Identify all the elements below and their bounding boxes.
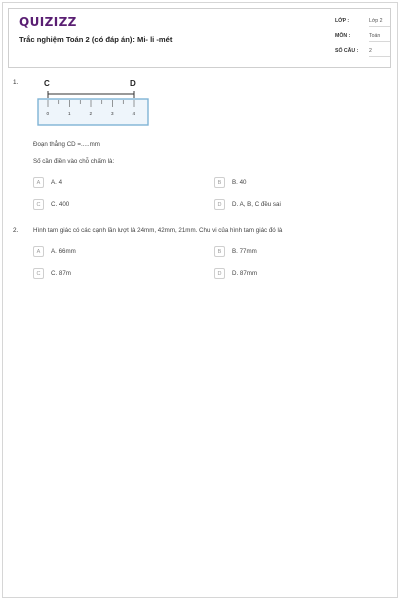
option-letter: D <box>214 199 225 210</box>
meta-label: SỐ CÂU : <box>335 48 359 54</box>
meta-label: LỚP : <box>335 18 350 24</box>
question-text: Hình tam giác có các cạnh lần lượt là 24mm, 42mm, 21mm. Chu vi của hình tam giác đó là <box>33 227 283 234</box>
option-letter: C <box>33 268 44 279</box>
option-letter: A <box>33 177 44 188</box>
point-c-label: C <box>44 79 50 88</box>
option-letter: B <box>214 246 225 257</box>
option-text: B. 40 <box>232 179 247 186</box>
meta-value: Lớp 2 <box>369 18 390 27</box>
meta-value: Toán <box>369 33 390 42</box>
meta-value: 2 <box>369 48 390 57</box>
ruler-figure <box>37 78 151 128</box>
ruler-body <box>38 99 148 125</box>
question-text: Số cần điền vào chỗ chấm là: <box>33 158 115 165</box>
option-text: A. 66mm <box>51 248 76 255</box>
option-letter: C <box>33 199 44 210</box>
quizizz-logo: QUIZIZZ <box>19 15 77 29</box>
tick-label: 4 <box>132 111 136 116</box>
worksheet-title: Trắc nghiệm Toán 2 (có đáp án): Mi- li -mét <box>19 35 173 44</box>
tick-label: 3 <box>111 111 114 116</box>
option-letter: A <box>33 246 44 257</box>
question-text: Đoạn thẳng CD =.....mm <box>33 141 100 148</box>
option-text: D. A, B, C đều sai <box>232 201 281 208</box>
option-letter: B <box>214 177 225 188</box>
option-text: C. 400 <box>51 201 70 208</box>
question-number: 2. <box>13 227 19 234</box>
question-number: 1. <box>13 79 19 86</box>
worksheet-header <box>8 8 391 68</box>
option-text: A. 4 <box>51 179 63 186</box>
option-text: C. 87m <box>51 270 71 277</box>
point-d-label: D <box>130 79 136 88</box>
option-letter: D <box>214 268 225 279</box>
meta-row-count <box>335 45 385 60</box>
option-text: D. 87mm <box>232 270 258 277</box>
meta-row-subject <box>335 30 385 45</box>
option-text: B. 77mm <box>232 248 257 255</box>
tick-label: 1 <box>68 111 71 116</box>
tick-label: 2 <box>89 111 93 116</box>
meta-row-class <box>335 15 385 30</box>
tick-label: 0 <box>46 111 50 116</box>
meta-label: MÔN : <box>335 33 351 39</box>
worksheet-meta <box>335 15 385 60</box>
